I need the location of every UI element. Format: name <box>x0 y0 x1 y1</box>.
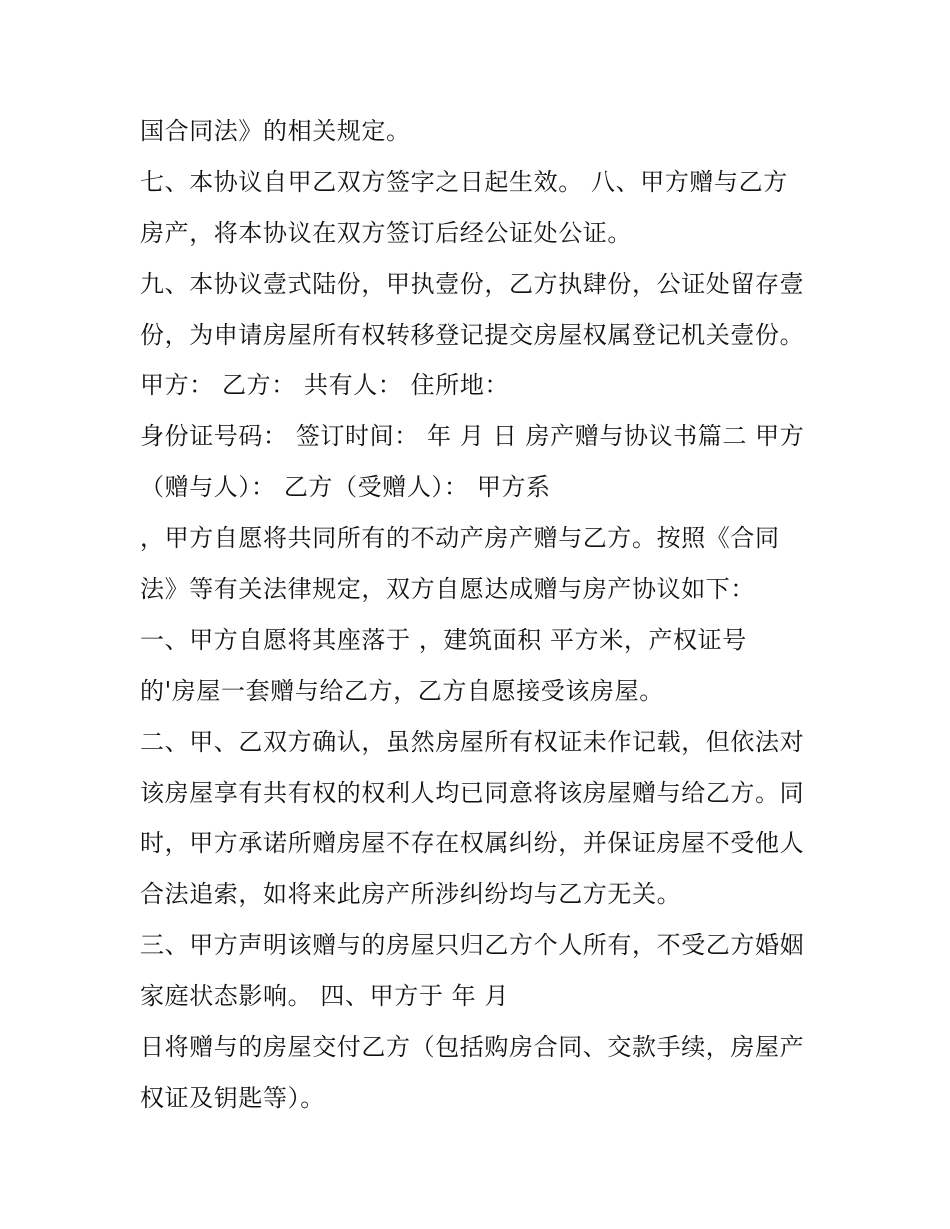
text-line: 七、本协议自甲乙双方签字之日起生效。 八、甲方赠与乙方 <box>140 167 788 196</box>
text-line: 三、甲方声明该赠与的房屋只归乙方个人所有，不受乙方婚姻 <box>140 931 805 960</box>
text-line: 房产，将本协议在双方签订后经公证处公证。 <box>140 218 632 247</box>
document-body <box>140 106 820 1124</box>
text-line: 一、甲方自愿将其座落于 ，建筑面积 平方米，产权证号 <box>140 625 747 654</box>
text-line: 份，为申请房屋所有权转移登记提交房屋权属登记机关壹份。 <box>140 320 805 349</box>
text-line: 该房屋享有共有权的权利人均已同意将该房屋赠与给乙方。同 <box>140 778 805 807</box>
text-line: 家庭状态影响。 四、甲方于 年 月 <box>140 982 510 1011</box>
text-line: 身份证号码： 签订时间： 年 月 日 房产赠与协议书篇二 甲方 <box>140 422 805 451</box>
text-line: 的'房屋一套赠与给乙方，乙方自愿接受该房屋。 <box>140 676 664 705</box>
text-line: 权证及钥匙等）。 <box>140 1083 325 1112</box>
text-line: （赠与人）： 乙方（受赠人）： 甲方系 <box>140 473 551 502</box>
text-line: 时，甲方承诺所赠房屋不存在权属纠纷，并保证房屋不受他人 <box>140 829 805 858</box>
text-line: 二、甲、乙双方确认，虽然房屋所有权证未作记载，但依法对 <box>140 727 805 756</box>
text-line: 法》等有关法律规定，双方自愿达成赠与房产协议如下： <box>140 575 755 604</box>
text-line: 合法追索，如将来此房产所涉纠纷均与乙方无关。 <box>140 880 682 909</box>
text-line: 甲方： 乙方： 共有人： 住所地： <box>140 371 510 400</box>
text-line: 国合同法》的相关规定。 <box>140 117 411 145</box>
text-line: 日将赠与的房屋交付乙方（包括购房合同、交款手续，房屋产 <box>140 1033 805 1062</box>
text-line: 九、本协议壹式陆份，甲执壹份，乙方执肆份，公证处留存壹 <box>140 269 805 298</box>
text-line: ，甲方自愿将共同所有的不动产房产赠与乙方。按照《合同 <box>140 524 780 553</box>
